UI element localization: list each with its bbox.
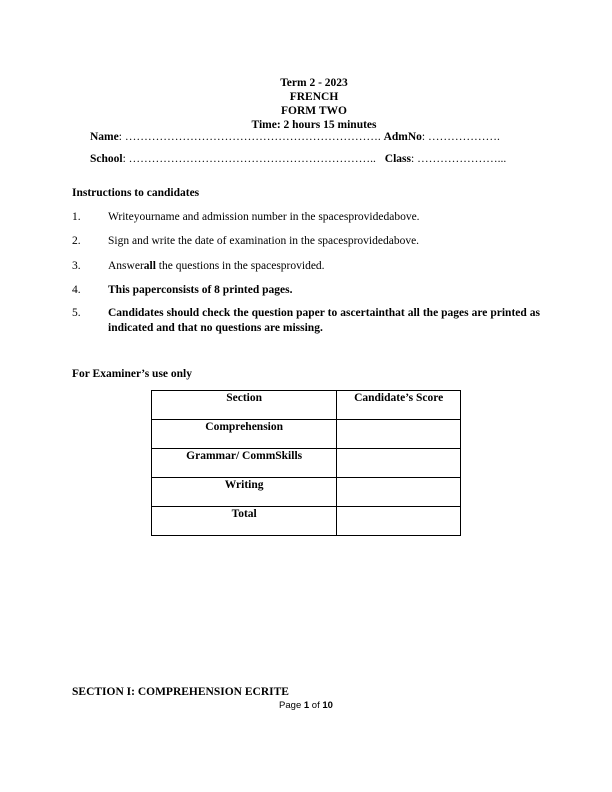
adm-label: AdmNo — [383, 131, 422, 143]
score-cell[interactable] — [337, 507, 461, 536]
name-adm-line — [90, 131, 500, 143]
instructions-title: Instructions to candidates — [72, 187, 200, 199]
instruction-text: Writeyourname and admission number in the spacesprovidedabove. — [108, 211, 420, 223]
exam-term: Term 2 - 2023 — [280, 77, 348, 89]
name-label: Name — [90, 131, 119, 143]
section-cell: Writing — [152, 478, 337, 507]
instruction-number: 4. — [72, 284, 81, 296]
page-prefix: Page — [279, 700, 304, 711]
instruction-text: Sign and write the date of examination in the spacesprovidedabove. — [108, 235, 420, 247]
table-row — [152, 420, 461, 449]
table-row — [152, 478, 461, 507]
instruction-text: This paperconsists of 8 printed pages. — [108, 284, 293, 296]
page-number — [0, 700, 612, 711]
section-cell: Grammar/ CommSkills — [152, 449, 337, 478]
page-current: 1 — [303, 700, 310, 711]
instruction-number: 1. — [72, 211, 81, 223]
exam-subject: FRENCH — [289, 91, 339, 103]
instruction-text — [108, 259, 540, 274]
instruction-text-part: the questions in the spacesprovided. — [155, 260, 325, 272]
section-heading: SECTION I: COMPREHENSION ECRITE — [72, 686, 289, 698]
exam-form: FORM TWO — [281, 105, 347, 117]
table-row — [152, 449, 461, 478]
table-row — [152, 507, 461, 536]
instruction-number: 5. — [72, 307, 81, 319]
name-field[interactable]: : …………………………………………………………. — [118, 131, 381, 143]
instruction-text: Candidates should check the question paper to ascertainthat all the pages are printed as indicated and that no questions are missing. — [108, 307, 540, 334]
section-cell: Total — [152, 507, 337, 536]
page-total: 10 — [322, 700, 333, 711]
examiner-score-table — [151, 390, 461, 536]
score-cell[interactable] — [337, 478, 461, 507]
instruction-text-part: Answer — [108, 260, 144, 272]
instruction-text-emphasis: all — [143, 260, 156, 272]
instruction-number: 2. — [72, 235, 81, 247]
column-header-section: Section — [152, 391, 337, 420]
exam-time: Time: 2 hours 15 minutes — [251, 119, 377, 131]
class-label: Class — [384, 153, 411, 165]
score-cell[interactable] — [337, 420, 461, 449]
school-class-line — [90, 153, 506, 165]
column-header-score: Candidate’s Score — [337, 391, 461, 420]
section-cell: Comprehension — [152, 420, 337, 449]
table-header-row — [152, 391, 461, 420]
instruction-number: 3. — [72, 260, 81, 272]
examiner-title: For Examiner’s use only — [72, 368, 192, 380]
class-field[interactable]: : …………………... — [411, 153, 507, 165]
school-label: School — [90, 153, 123, 165]
adm-field[interactable]: : ………………. — [421, 131, 500, 143]
score-cell[interactable] — [337, 449, 461, 478]
page-of: of — [309, 700, 323, 711]
exam-header — [0, 76, 612, 132]
school-field[interactable]: : ……………………………………………………….. — [122, 153, 376, 165]
